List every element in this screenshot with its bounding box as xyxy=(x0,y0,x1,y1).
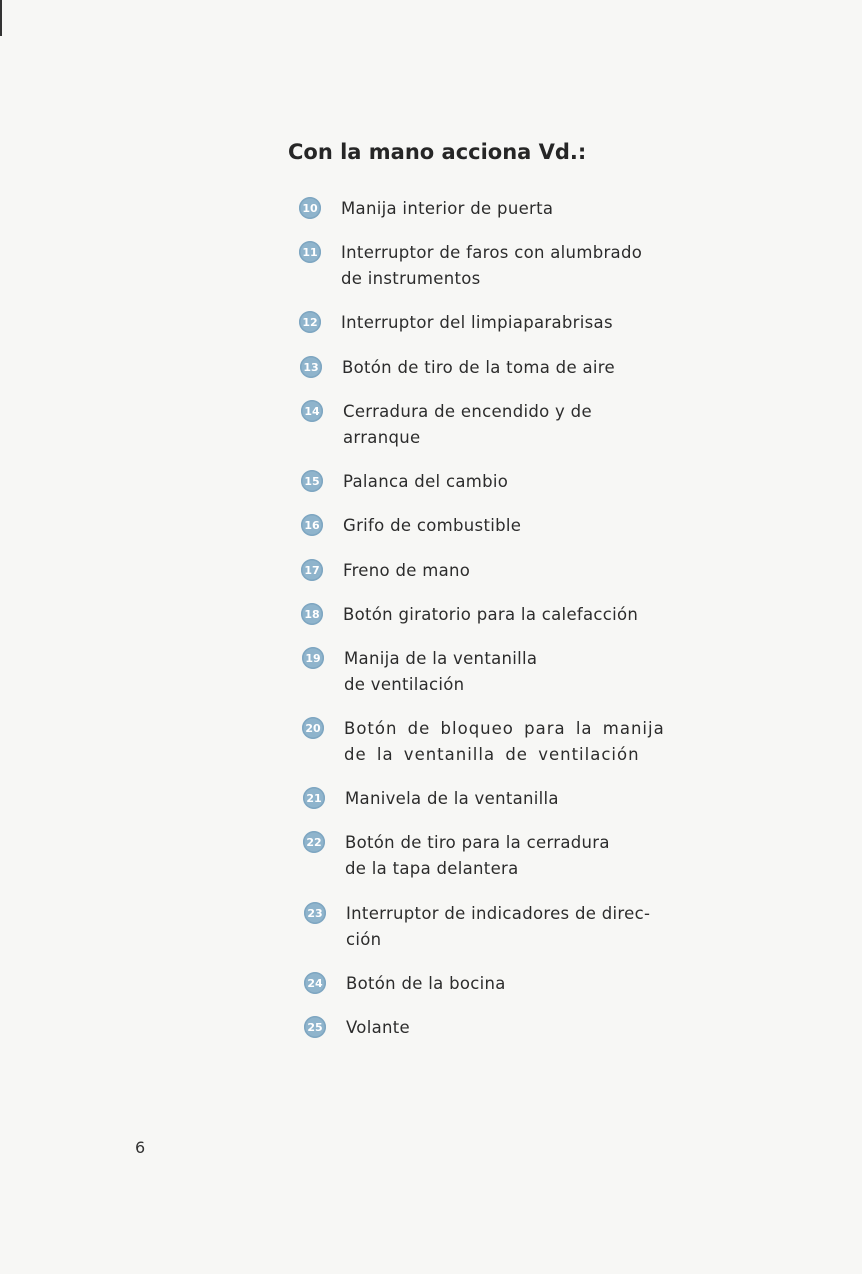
number-badge: 21 xyxy=(303,787,325,809)
number-badge: 18 xyxy=(301,603,323,625)
list-item xyxy=(301,469,508,495)
item-label: Manivela de la ventanilla xyxy=(345,789,559,808)
list-item xyxy=(302,646,537,698)
number-badge: 11 xyxy=(299,241,321,263)
list-item xyxy=(299,240,642,292)
item-label: Botón de tiro de la toma de aire xyxy=(342,358,615,377)
list-item xyxy=(303,830,610,882)
list-item xyxy=(299,310,613,336)
number-badge: 25 xyxy=(304,1016,326,1038)
number-badge: 17 xyxy=(301,559,323,581)
list-item xyxy=(304,971,506,997)
number-badge: 10 xyxy=(299,197,321,219)
list-item xyxy=(299,196,553,222)
item-label: Manija interior de puerta xyxy=(341,199,554,218)
number-badge: 15 xyxy=(301,470,323,492)
section-heading: Con la mano acciona Vd.: xyxy=(288,140,587,164)
number-badge: 16 xyxy=(301,514,323,536)
number-badge: 14 xyxy=(301,400,323,422)
list-item xyxy=(301,558,470,584)
list-item xyxy=(304,1015,410,1041)
number-badge: 12 xyxy=(299,311,321,333)
list-item xyxy=(301,399,592,451)
item-label: Botón giratorio para la calefacción xyxy=(343,605,639,624)
item-label: Botón de tiro para la cerradura de la tapa delantera xyxy=(345,833,610,878)
page-number: 6 xyxy=(135,1138,146,1157)
item-label: Interruptor de indicadores de direc- ción xyxy=(346,904,651,949)
item-label: Botón de bloqueo para la manija de la ventanilla de ventilación xyxy=(344,719,665,764)
number-badge: 19 xyxy=(302,647,324,669)
number-badge: 13 xyxy=(300,356,322,378)
item-label: Interruptor del limpiaparabrisas xyxy=(341,313,613,332)
list-item xyxy=(300,355,615,381)
item-label: Volante xyxy=(346,1018,410,1037)
list-item xyxy=(302,716,665,768)
list-item xyxy=(303,786,559,812)
item-label: Freno de mano xyxy=(343,561,471,580)
item-label: Manija de la ventanilla de ventilación xyxy=(344,649,538,694)
item-label: Palanca del cambio xyxy=(343,472,509,491)
number-badge: 20 xyxy=(302,717,324,739)
item-label: Grifo de combustible xyxy=(343,516,522,535)
number-badge: 23 xyxy=(304,902,326,924)
item-label: Interruptor de faros con alumbrado de instrumentos xyxy=(341,243,643,288)
number-badge: 22 xyxy=(303,831,325,853)
list-item xyxy=(304,901,650,953)
list-item xyxy=(301,602,638,628)
binding-mark xyxy=(0,0,2,36)
list-item xyxy=(301,513,521,539)
item-label: Botón de la bocina xyxy=(346,974,506,993)
item-label: Cerradura de encendido y de arranque xyxy=(343,402,592,447)
number-badge: 24 xyxy=(304,972,326,994)
